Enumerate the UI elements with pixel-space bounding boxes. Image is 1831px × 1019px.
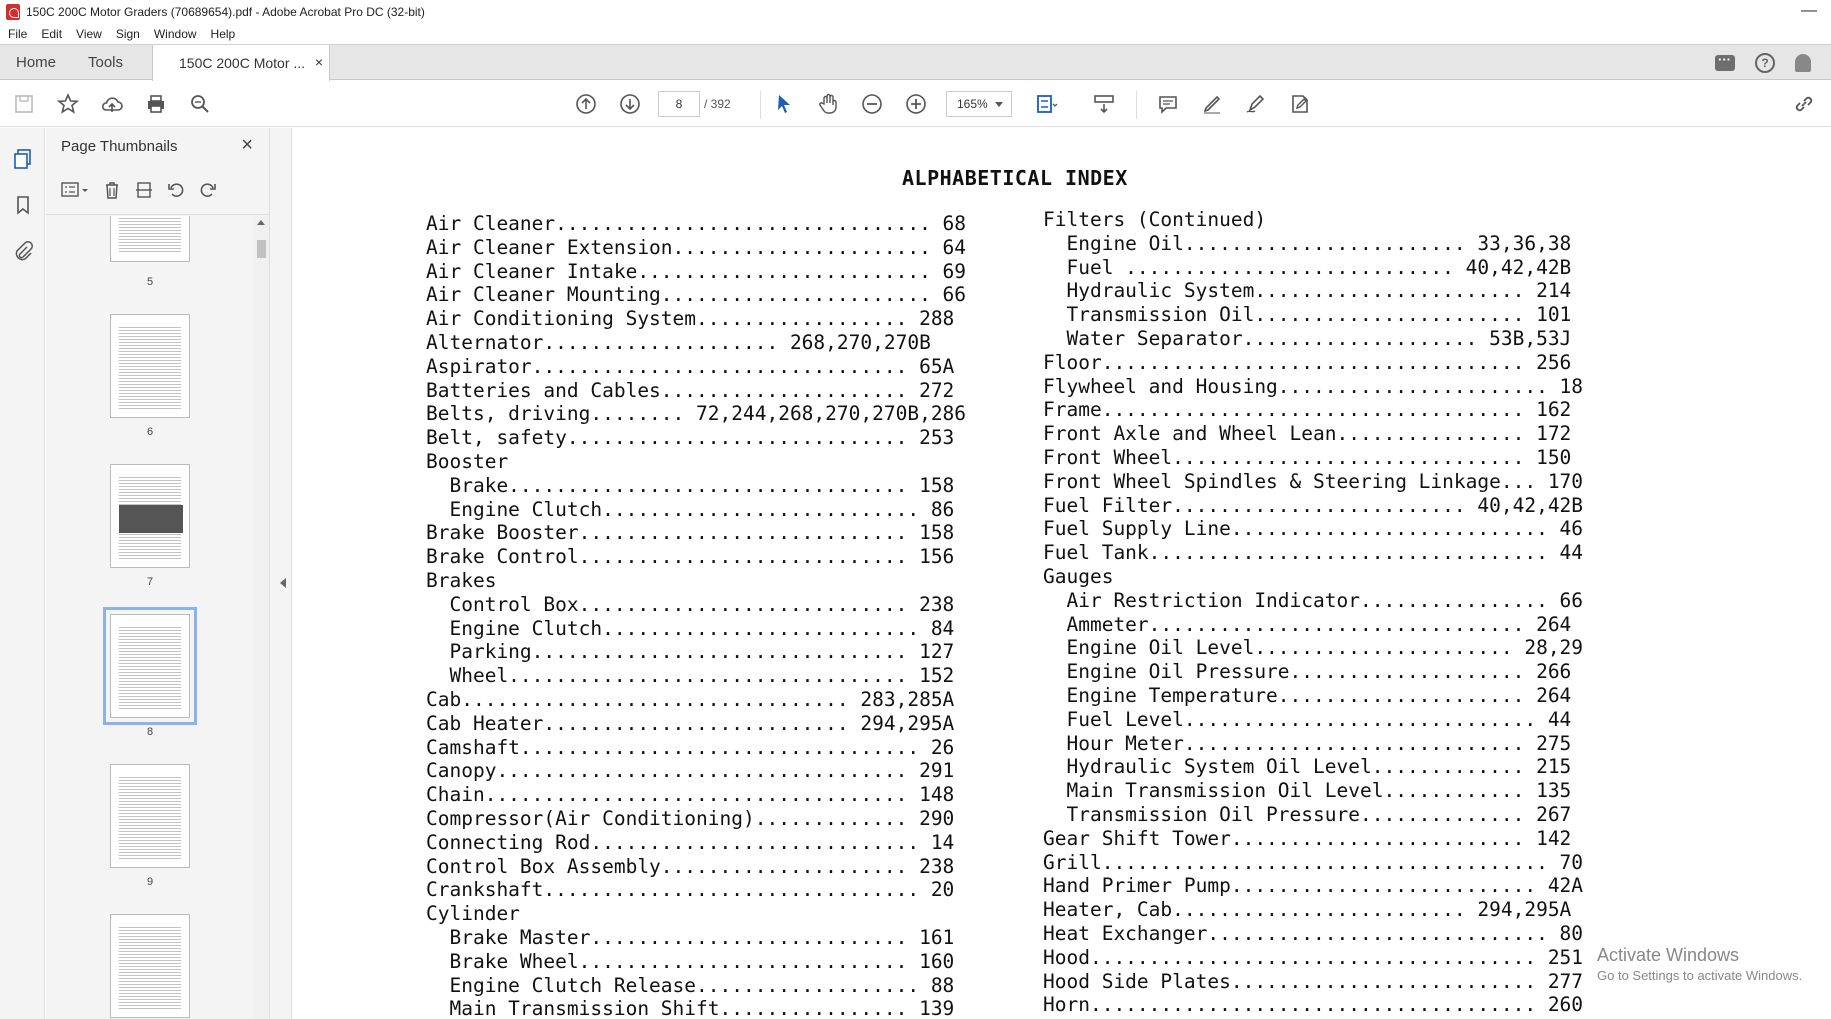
index-entry: Front Wheel.............................. 150 <box>1043 445 1572 469</box>
menu-view[interactable]: View <box>76 27 102 41</box>
index-entry: Parking................................ 127 <box>426 640 955 664</box>
tab-document-label: 150C 200C Motor ... <box>179 55 306 71</box>
index-entry: Engine Oil Level...................... 28,29 <box>1043 636 1584 660</box>
index-entry: Brake Booster............................ 158 <box>426 521 955 545</box>
index-entry: Engine Temperature..................... 264 <box>1043 683 1572 707</box>
index-entry: Fuel Tank.................................. 44 <box>1043 541 1584 565</box>
header-right-icons <box>1715 45 1831 81</box>
index-entry: Ammeter................................ 264 <box>1043 612 1572 636</box>
thumbnail-scrollbar[interactable] <box>253 216 269 1019</box>
index-entry: Water Separator.................... 53B,53J <box>1043 326 1572 350</box>
panel-title: Page Thumbnails <box>61 138 178 155</box>
index-entry: Engine Clutch........................... 86 <box>426 497 955 521</box>
bookmark-star-icon[interactable] <box>56 92 80 116</box>
index-entry: Canopy................................... 291 <box>426 759 955 783</box>
zoom-out-icon[interactable] <box>860 92 884 116</box>
scroll-mode-icon[interactable] <box>1092 92 1116 116</box>
index-entry: Fuel Supply Line........................... 46 <box>1043 517 1584 541</box>
share-link-icon[interactable] <box>1792 92 1816 116</box>
index-entry: Camshaft.................................. 26 <box>426 735 955 759</box>
index-entry: Brake.................................. 158 <box>426 473 955 497</box>
notifications-bell-icon[interactable] <box>1795 54 1811 72</box>
index-entry: Batteries and Cables..................... 272 <box>426 378 955 402</box>
panel-divider <box>46 214 270 215</box>
watermark-line1: Activate Windows <box>1597 945 1740 965</box>
page-display-fit-icon[interactable] <box>1034 92 1058 116</box>
index-entry: Wheel.................................. 152 <box>426 664 955 688</box>
index-left-column <box>426 212 966 1019</box>
index-entry: Brakes <box>426 568 497 592</box>
index-entry: Hood Side Plates.......................... 277 <box>1043 969 1584 993</box>
index-entry: Hydraulic System Oil Level............. 215 <box>1043 755 1572 779</box>
index-entry: Main Transmission Shift................ 139 <box>426 997 955 1019</box>
index-entry: Belt, safety............................. 253 <box>426 426 955 450</box>
index-entry: Cab Heater.......................... 294,295A <box>426 711 955 735</box>
index-entry: Fuel ............................ 40,42,42B <box>1043 255 1572 279</box>
previous-page-icon[interactable] <box>574 92 598 116</box>
index-entry: Air Conditioning System.................. 288 <box>426 307 955 331</box>
index-entry: Fuel Level.............................. 44 <box>1043 707 1572 731</box>
index-entry: Gauges <box>1043 564 1114 588</box>
index-entry: Transmission Oil....................... 101 <box>1043 303 1572 327</box>
page-thumbnails-icon[interactable] <box>12 148 34 170</box>
page-number-input[interactable]: 8 <box>658 91 700 117</box>
index-entry: Connecting Rod............................ 14 <box>426 830 955 854</box>
window-title: 150C 200C Motor Graders (70689654).pdf - Adobe Acrobat Pro DC (32-bit) <box>26 5 425 19</box>
toolbar-divider <box>760 91 761 119</box>
index-entry: Filters (Continued) <box>1043 208 1267 231</box>
index-entry: Air Cleaner Intake......................... 69 <box>426 259 967 283</box>
tab-tools[interactable]: Tools <box>88 54 124 71</box>
index-entry: Heater, Cab......................... 294,295A <box>1043 898 1572 922</box>
menu-window[interactable]: Window <box>153 27 197 41</box>
index-entry: Compressor(Air Conditioning)............. 290 <box>426 806 955 830</box>
tab-home[interactable]: Home <box>16 54 57 71</box>
zoom-in-icon[interactable] <box>904 92 928 116</box>
index-entry: Front Axle and Wheel Lean................ 172 <box>1043 422 1572 446</box>
select-cursor-icon[interactable] <box>772 92 796 116</box>
index-entry: Alternator.................... 268,270,270B <box>426 330 931 354</box>
index-entry: Fuel Filter......................... 40,42,42B <box>1043 493 1584 517</box>
minimize-button[interactable]: — <box>1801 2 1817 19</box>
thumbnail-list <box>46 216 252 1019</box>
index-entry: Engine Clutch Release................... 88 <box>426 973 955 997</box>
index-entry: Belts, driving........ 72,244,268,270,270B,286 <box>426 402 967 426</box>
document-view[interactable] <box>293 128 1831 1019</box>
tab-close-button[interactable]: × <box>314 54 323 70</box>
index-entry: Brake Wheel............................ 160 <box>426 949 955 973</box>
index-entry: Main Transmission Oil Level............ 135 <box>1043 779 1572 803</box>
thumbnail-page-label: 9 <box>146 876 154 888</box>
rotate-clockwise-icon[interactable] <box>198 180 218 203</box>
title-bar <box>0 0 1831 24</box>
rotate-counterclockwise-icon[interactable] <box>166 180 186 203</box>
index-entry: Front Wheel Spindles & Steering Linkage... 170 <box>1043 469 1584 493</box>
thumbnail-page[interactable] <box>110 464 190 568</box>
thumbnail-page[interactable] <box>110 314 190 418</box>
collapse-panel-arrow-icon[interactable] <box>280 578 286 588</box>
toolbar-divider <box>1136 91 1137 119</box>
highlight-pen-icon[interactable] <box>1200 92 1224 116</box>
index-entry: Gear Shift Tower......................... 142 <box>1043 826 1572 850</box>
thumbnail-page[interactable] <box>110 914 190 1018</box>
panel-close-icon[interactable]: × <box>241 134 253 156</box>
hand-tool-icon[interactable] <box>816 92 840 116</box>
index-entry: Engine Oil........................ 33,36,38 <box>1043 231 1572 255</box>
thumbnail-page-label: 7 <box>146 576 154 588</box>
index-entry: Chain.................................... 148 <box>426 783 955 807</box>
index-entry: Air Cleaner Extension...................... 64 <box>426 235 967 259</box>
menu-bar <box>0 24 1831 44</box>
index-entry: Control Box Assembly..................... 238 <box>426 854 955 878</box>
print-icon[interactable] <box>144 92 168 116</box>
zoom-search-icon[interactable] <box>188 92 212 116</box>
comment-icon[interactable] <box>1156 92 1180 116</box>
thumbnail-tools <box>60 178 230 204</box>
index-entry: Air Cleaner Mounting....................... 66 <box>426 283 967 307</box>
index-right-column <box>1043 208 1583 1017</box>
index-entry: Hour Meter............................. 275 <box>1043 731 1572 755</box>
index-entry: Frame.................................... 162 <box>1043 398 1572 422</box>
scroll-up-arrow-icon[interactable] <box>257 220 265 225</box>
index-entry: Flywheel and Housing....................... 18 <box>1043 374 1584 398</box>
index-entry: Floor.................................... 256 <box>1043 350 1572 374</box>
save-icon[interactable] <box>12 92 36 116</box>
menu-help[interactable]: Help <box>210 27 236 41</box>
index-entry: Heat Exchanger............................. 80 <box>1043 921 1584 945</box>
thumbnail-options-icon[interactable] <box>60 180 90 203</box>
thumbnail-page-label: 8 <box>146 726 154 738</box>
index-entry: Transmission Oil Pressure.............. 267 <box>1043 802 1572 826</box>
index-entry: Booster <box>426 449 509 473</box>
index-entry: Horn...................................... 260 <box>1043 993 1584 1017</box>
index-entry: Air Cleaner................................ 68 <box>426 212 967 235</box>
menu-file[interactable]: File <box>8 27 28 41</box>
cloud-upload-icon[interactable] <box>100 92 124 116</box>
thumbnail-page[interactable] <box>110 764 190 868</box>
index-entry: Hood...................................... 251 <box>1043 945 1584 969</box>
navigation-rail <box>0 128 45 1019</box>
menu-edit[interactable]: Edit <box>41 27 63 41</box>
index-entry: Cab................................. 283,285A <box>426 687 955 711</box>
index-entry: Engine Clutch........................... 84 <box>426 616 955 640</box>
next-page-icon[interactable] <box>618 92 642 116</box>
tab-bar <box>0 44 1831 80</box>
page-count: / 392 <box>704 97 731 111</box>
extract-page-icon[interactable] <box>134 180 154 203</box>
acrobat-pdf-icon <box>6 4 20 20</box>
index-entry: Hand Primer Pump.......................... 42A <box>1043 874 1584 898</box>
tab-document[interactable] <box>152 45 330 81</box>
thumbnail-page-selected[interactable] <box>110 614 190 718</box>
help-icon[interactable]: ? <box>1755 53 1775 73</box>
index-entry: Grill...................................... 70 <box>1043 850 1584 874</box>
watermark-line2: Go to Settings to activate Windows. <box>1597 968 1803 983</box>
index-entry: Crankshaft................................ 20 <box>426 878 955 902</box>
thumbnail-page-label: 6 <box>146 426 154 438</box>
fill-sign-icon[interactable] <box>1244 92 1268 116</box>
edit-pdf-icon[interactable] <box>1288 92 1312 116</box>
page-thumbnails-panel <box>46 128 270 1019</box>
zoom-level-select[interactable]: 165% <box>946 91 1012 117</box>
main-toolbar <box>0 81 1831 127</box>
thumbnail-page[interactable] <box>110 216 190 262</box>
bookmarks-icon[interactable] <box>12 194 34 216</box>
index-entry: Aspirator................................ 65A <box>426 354 955 378</box>
delete-page-icon[interactable] <box>102 180 122 203</box>
index-entry: Air Restriction Indicator................ 66 <box>1043 588 1584 612</box>
index-entry: Hydraulic System....................... 214 <box>1043 279 1572 303</box>
menu-sign[interactable]: Sign <box>115 27 140 41</box>
scrollbar-thumb[interactable] <box>257 240 266 258</box>
index-entry: Brake Control............................ 156 <box>426 545 955 569</box>
attachments-paperclip-icon[interactable] <box>12 240 34 262</box>
document-heading: ALPHABETICAL INDEX <box>902 166 1128 190</box>
index-entry: Engine Oil Pressure.................... 266 <box>1043 660 1572 684</box>
thumbnail-page-label: 5 <box>146 276 154 288</box>
activate-windows-watermark <box>1597 945 1802 983</box>
index-entry: Brake Master........................... 161 <box>426 925 955 949</box>
panel-splitter[interactable] <box>270 128 292 1019</box>
index-entry: Control Box............................ 238 <box>426 592 955 616</box>
comments-chat-icon[interactable] <box>1715 55 1735 71</box>
index-entry: Cylinder <box>426 902 520 926</box>
